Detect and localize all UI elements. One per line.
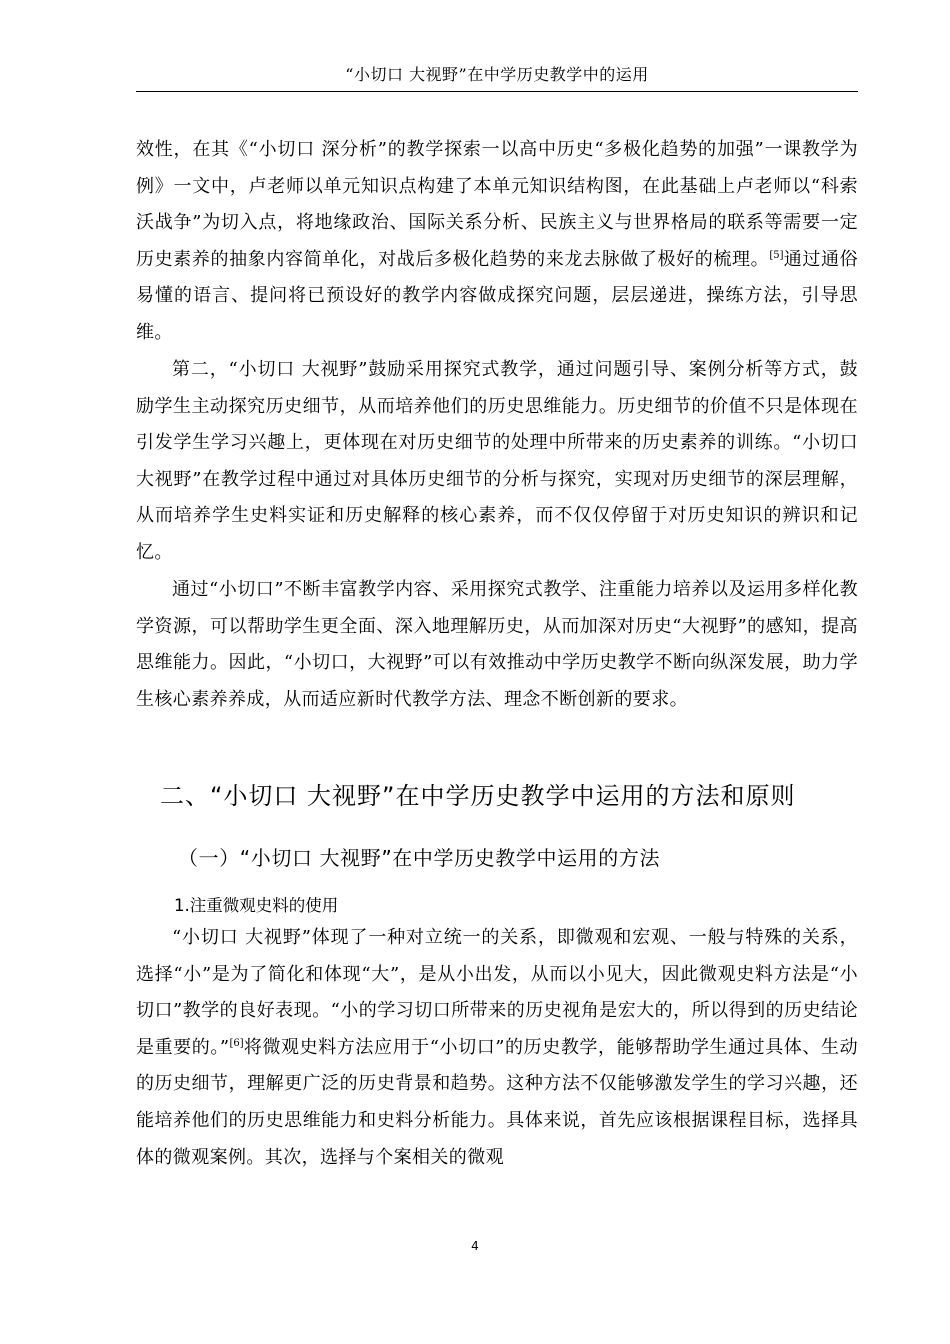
paragraph-second-point: 第二，“小切口 大视野”鼓励采用探究式教学，通过问题引导、案例分析等方式，鼓励学生主动探究历史细节，从而培养他们的历史思维能力。历史细节的价值不只是体现在引发学生学习兴趣上，更体现在对历史细节的处理中所带来的历史素养的训练。“小切口 大视野”在教学过程中通过对具体历史细节的分析与探究，实现对历史细节的深层理解，从而培养学生史料实证和历史解释的核心素养，而不仅仅停留于对历史知识的辨识和记忆。: [136, 359, 858, 563]
paragraph-text: 效性，在其《“小切口 深分析”的教学探索一以高中历史“多极化趋势的加强”一课教学为例》一文中，卢老师以单元知识点构建了本单元知识结构图，在此基础上卢老师以“科索沃战争”为切入点，将地缘政治、国际关系分析、民族主义与世界格局的联系等需要一定历史素养的抽象内容简单化，对战后多极化趋势的来龙去脉做了极好的梳理。: [136, 139, 858, 270]
subsection-heading: （一）“小切口 大视野”在中学历史教学中运用的方法: [178, 846, 661, 870]
paragraph-continuation: [136, 132, 858, 352]
citation-marker: [6]: [229, 1037, 244, 1049]
paragraph-micro-sources: [136, 920, 858, 1176]
page-number: 4: [471, 1239, 479, 1253]
paragraph-text: “小切口 大视野”体现了一种对立统一的关系，即微观和宏观、一般与特殊的关系，选择“小”是为了简化和体现“大”，是从小出发，从而以小见大，因此微观史料方法是“小切口”教学的良好表现。“小的学习切口所带来的历史视角是宏大的，所以得到的历史结论是重要的。”: [136, 927, 858, 1058]
header-divider: [136, 91, 858, 92]
subsubsection-heading: 1.注重微观史料的使用: [174, 896, 339, 915]
paragraph-text-after-citation: 通过通俗易懂的语言、提问将已预设好的教学内容做成探究问题，层层递进，操练方法，引导思维。: [136, 248, 858, 343]
running-header: “小切口 大视野”在中学历史教学中的运用: [345, 65, 649, 84]
section-heading: 二、“小切口 大视野”在中学历史教学中运用的方法和原则: [160, 782, 796, 810]
paragraph-summary: 通过“小切口”不断丰富教学内容、采用探究式教学、注重能力培养以及运用多样化教学资源，可以帮助学生更全面、深入地理解历史，从而加深对历史“大视野”的感知，提高思维能力。因此，“小切口，大视野”可以有效推动中学历史教学不断向纵深发展，助力学生核心素养养成，从而适应新时代教学方法、理念不断创新的要求。: [136, 579, 858, 710]
citation-marker: [5]: [769, 249, 784, 261]
paragraph-text-after-citation: 将微观史料方法应用于“小切口”的历史教学，能够帮助学生通过具体、生动的历史细节，理解更广泛的历史背景和趋势。这种方法不仅能够激发学生的学习兴趣，还能培养他们的历史思维能力和史料分析能力。具体来说，首先应该根据课程目标，选择具体的微观案例。其次，选择与个案相关的微观: [136, 1036, 858, 1168]
